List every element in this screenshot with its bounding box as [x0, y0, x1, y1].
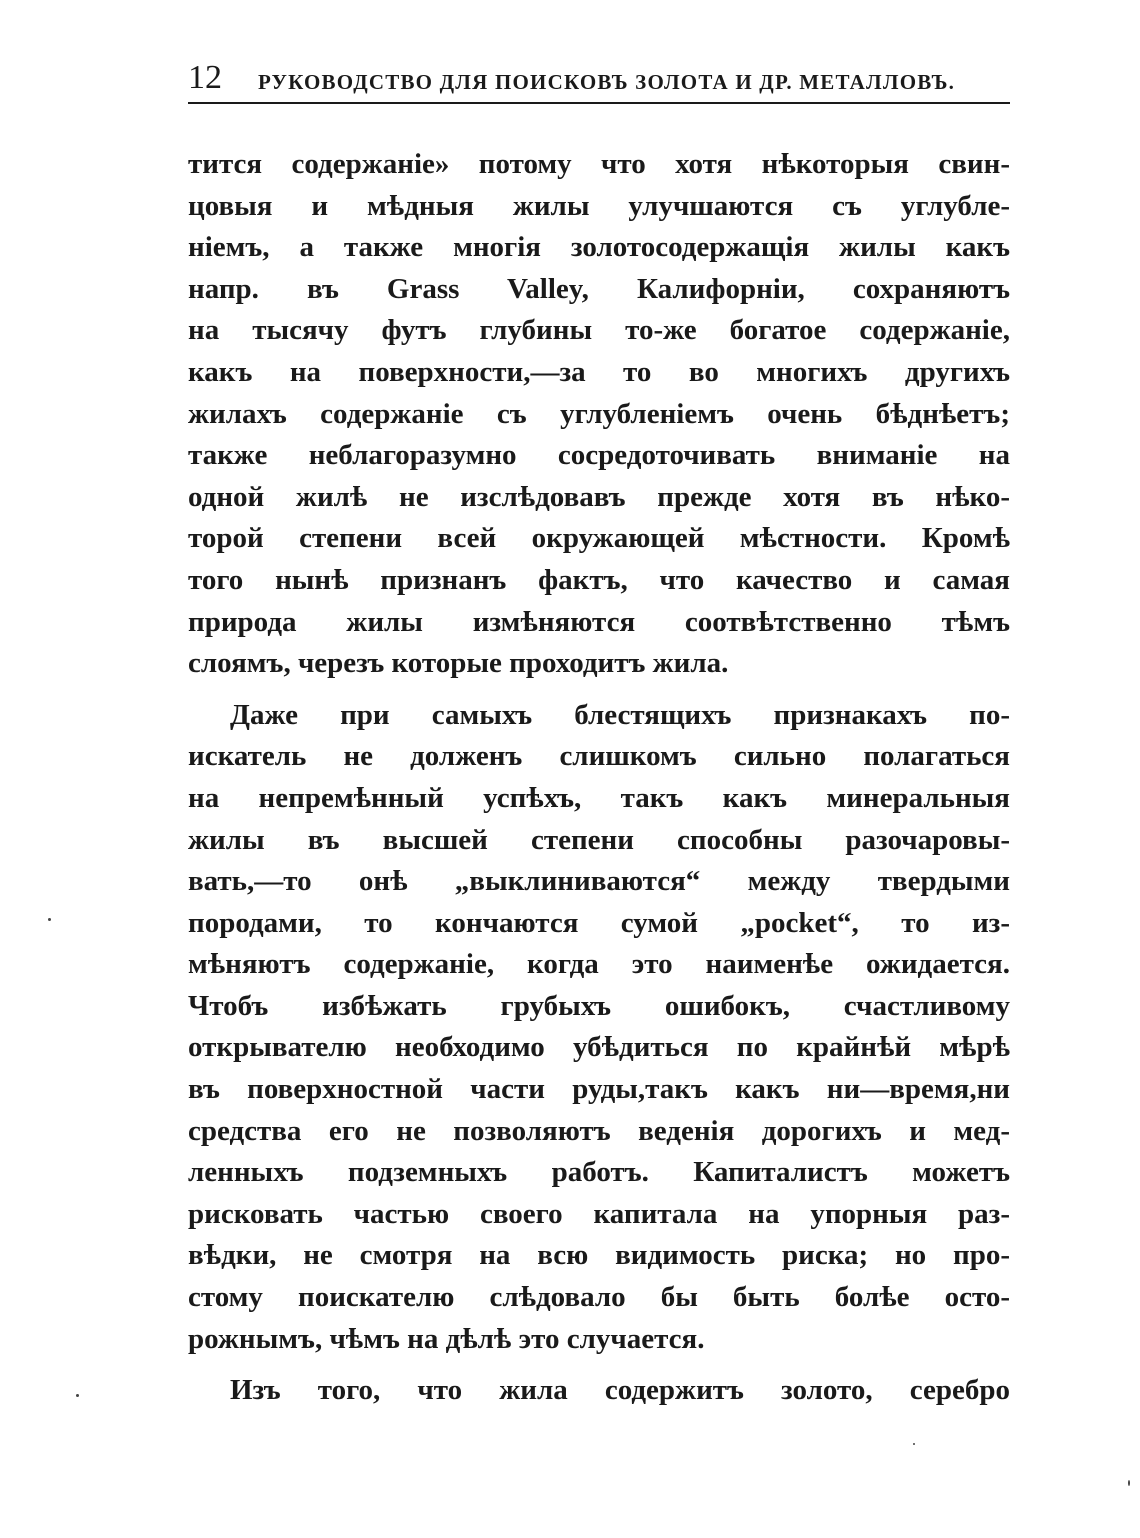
text-line: цовыя и мѣдныя жилы улучшаются съ углубле-	[188, 189, 1010, 222]
text-line: вать,—то онѣ „выклиниваются“ между твердыми	[188, 865, 1010, 898]
scan-speck	[48, 918, 51, 921]
paragraph-gap	[188, 1360, 1010, 1370]
scan-speck	[1128, 1480, 1130, 1486]
body-text	[188, 144, 1010, 1412]
paragraph-gap	[188, 685, 1010, 695]
text-line: какъ на поверхности,—за то во многихъ другихъ	[188, 355, 1010, 388]
text-line: открывателю необходимо убѣдиться по крайнѣй мѣрѣ	[188, 1031, 1010, 1064]
text-line: напр. въ Grass Valley, Калифорніи, сохраняютъ	[188, 272, 1010, 305]
text-line: природа жилы измѣняются соотвѣтственно тѣмъ	[188, 605, 1010, 638]
text-line: породами, то кончаются сумой „pocket“, то из-	[188, 906, 1010, 939]
paragraph-1	[188, 144, 1010, 685]
text-line: слоямъ, черезъ которые проходитъ жила.	[188, 647, 729, 680]
text-line: торой степени всей окружающей мѣстности. Кромѣ	[188, 522, 1010, 555]
text-line: средства его не позволяютъ веденія дорогихъ и мед-	[188, 1114, 1010, 1147]
text-line: ніемъ, а также многія золотосодержащія жилы какъ	[188, 231, 1010, 264]
text-line: также неблагоразумно сосредоточивать вниманіе на	[188, 439, 1010, 472]
text-line: вѣдки, не смотря на всю видимость риска; но про-	[188, 1239, 1010, 1272]
text-line: мѣняютъ содержаніе, когда это наименѣе ожидается.	[188, 948, 1010, 981]
page-number: 12	[188, 59, 222, 96]
scan-speck	[913, 1443, 915, 1445]
text-line: одной жилѣ не изслѣдовавъ прежде хотя въ нѣко-	[188, 480, 1010, 513]
text-line: рисковать частью своего капитала на упорныя раз-	[188, 1197, 1010, 1230]
text-line: рожнымъ, чѣмъ на дѣлѣ это случается.	[188, 1322, 705, 1355]
paragraph-3	[188, 1370, 1010, 1412]
text-line: ленныхъ подземныхъ работъ. Капиталистъ можетъ	[188, 1156, 1010, 1189]
text-line: Чтобъ избѣжать грубыхъ ошибокъ, счастливому	[188, 989, 1010, 1022]
text-line: Изъ того, что жила содержитъ золото, серебро	[230, 1374, 1010, 1407]
text-line: на тысячу футъ глубины то-же богатое содержаніе,	[188, 314, 1010, 347]
text-line: въ поверхностной части руды,такъ какъ ни—время,ни	[188, 1073, 1010, 1106]
running-title: РУКОВОДСТВО ДЛЯ ПОИСКОВЪ ЗОЛОТА И ДР. МЕТАЛЛОВЪ.	[258, 70, 956, 94]
text-line: стому поискателю слѣдовало бы быть болѣе осто-	[188, 1281, 1010, 1314]
text-line: искатель не долженъ слишкомъ сильно полагаться	[188, 740, 1010, 773]
text-line: Даже при самыхъ блестящихъ признакахъ по-	[230, 698, 1010, 731]
scan-speck	[76, 1394, 79, 1397]
text-line: жилы въ высшей степени способны разочаровы-	[188, 823, 1010, 856]
text-line: того нынѣ признанъ фактъ, что качество и самая	[188, 563, 1010, 596]
text-line: на непремѣнный успѣхъ, такъ какъ минеральныя	[188, 781, 1010, 814]
text-line: жилахъ содержаніе съ углубленіемъ очень бѣднѣетъ;	[188, 397, 1010, 430]
running-header	[188, 58, 1010, 104]
text-line: тится содержаніе» потому что хотя нѣкоторыя свин-	[188, 148, 1010, 180]
paragraph-2	[188, 695, 1010, 1361]
